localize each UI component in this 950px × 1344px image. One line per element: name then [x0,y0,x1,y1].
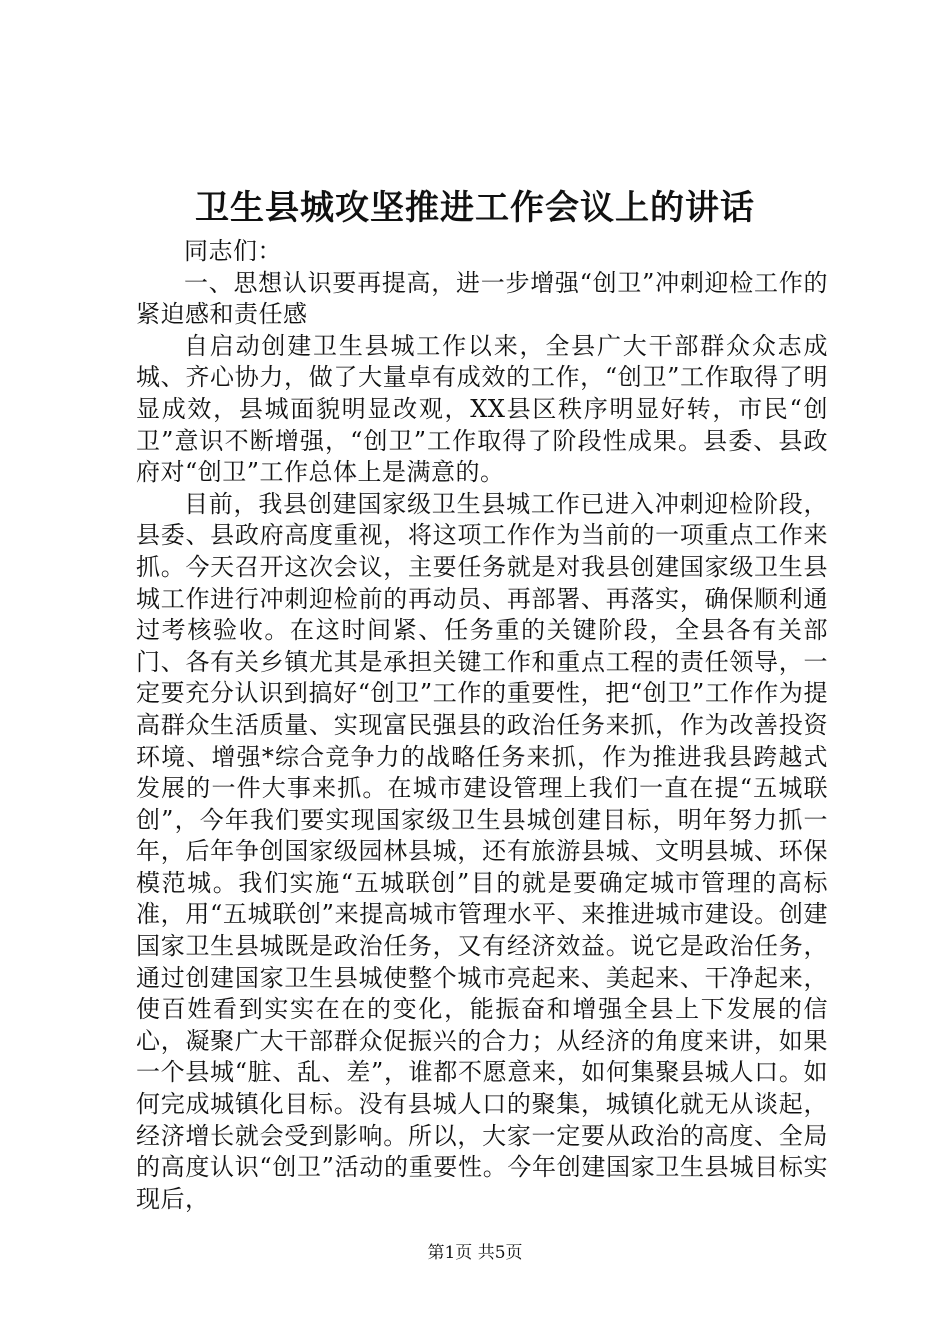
salutation: 同志们： [184,237,282,265]
body-paragraph: 自启动创建卫生县城工作以来，全县广大干部群众众志成城、齐心协力，做了大量卓有成效的工作，“创卫”工作取得了明显成效，县城面貌明显改观，XX县区秩序明显好转，市民“创卫”意识不断增强，“创卫”工作取得了阶段性成果。县委、县政府对“创卫”工作总体上是满意的。 [136,331,828,487]
document-body [136,236,828,1215]
page-indicator: 第1页 共5页 [427,1243,523,1263]
section-heading: 一、思想认识要再提高，进一步增强“创卫”冲刺迎检工作的紧迫感和责任感 [136,268,828,329]
body-paragraph: 目前，我县创建国家级卫生县城工作已进入冲刺迎检阶段，县委、县政府高度重视，将这项工作作为当前的一项重点工作来抓。今天召开这次会议，主要任务就是对我县创建国家级卫生县城工作进行冲刺迎检前的再动员、再部署、再落实，确保顺利通过考核验收。在这时间紧、任务重的关键阶段，全县各有关部门、各有关乡镇尤其是承担关键工作和重点工程的责任领导，一定要充分认识到搞好“创卫”工作的重要性，把“创卫”工作作为提高群众生活质量、实现富民强县的政治任务来抓，作为改善投资环境、增强*综合竞争力的战略任务来抓，作为推进我县跨越式发展的一件大事来抓。在城市建设管理上我们一直在提“五城联创”，今年我们要实现国家级卫生县城创建目标，明年努力抓一年，后年争创国家级园林县城，还有旅游县城、文明县城、环保模范城。我们实施“五城联创”目的就是要确定城市管理的高标准，用“五城联创”来提高城市管理水平、来推进城市建设。创建国家卫生县城既是政治任务，又有经济效益。说它是政治任务，通过创建国家卫生县城使整个城市亮起来、美起来、干净起来，使百姓看到实实在在的变化，能振奋和增强全县上下发展的信心，凝聚广大干部群众促振兴的合力；从经济的角度来讲，如果一个县城“脏、乱、差”，谁都不愿意来，如何集聚县城人口。如何完成城镇化目标。没有县城人口的聚集，城镇化就无从谈起，经济增长就会受到影响。所以，大家一定要从政治的高度、全局的高度认识“创卫”活动的重要性。今年创建国家卫生县城目标实现后， [136,489,828,1213]
page-footer [0,1242,950,1264]
document-title: 卫生县城攻坚推进工作会议上的讲话 [195,188,755,228]
